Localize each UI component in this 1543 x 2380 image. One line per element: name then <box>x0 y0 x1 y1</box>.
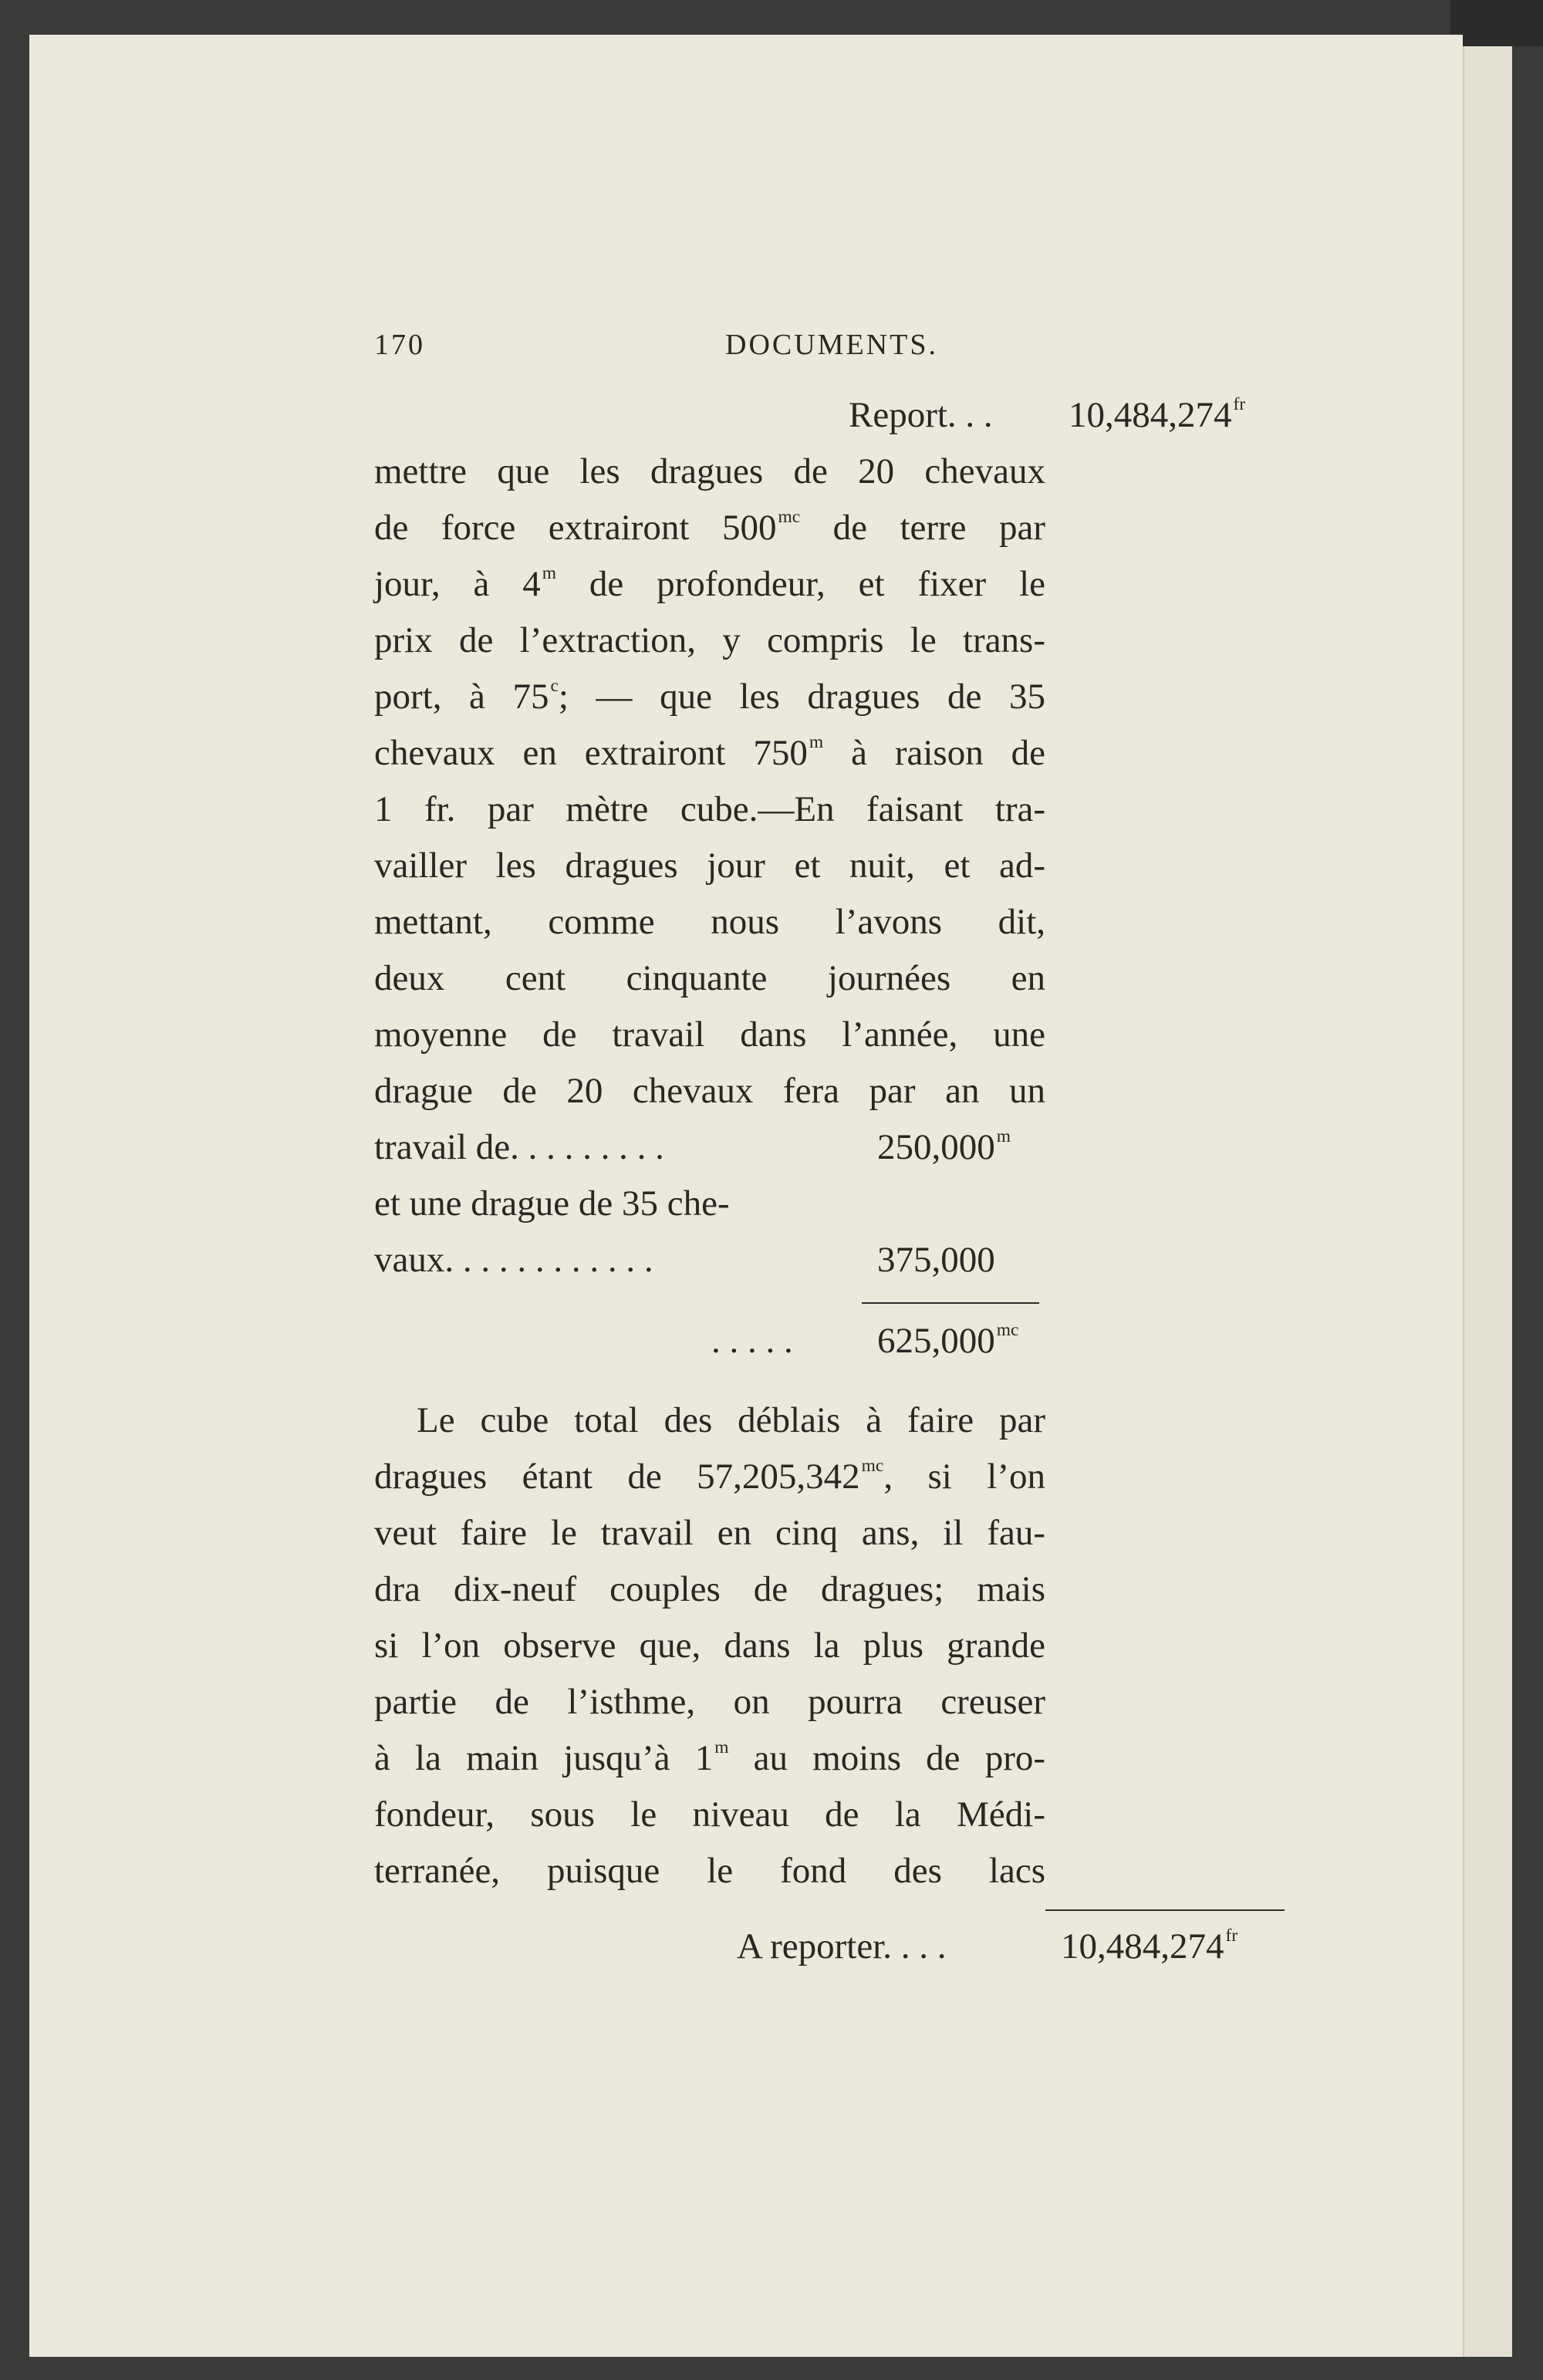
facing-page-edge <box>1463 46 1512 2357</box>
text-line: à la main jusqu’à 1$^m$ au moins de pro- <box>374 1737 1045 1778</box>
text-line: dragues étant de $57,205,342^{mc}$, si l’on <box>374 1455 1045 1497</box>
page-header <box>374 328 1045 366</box>
carry-over-amount: $10,484,274^{fr}$ <box>1061 1925 1238 1966</box>
calc-total-value: $625,000^{mc}$ <box>877 1319 1019 1361</box>
carry-forward-amount: $10,484,274^{fr}$ <box>1069 393 1246 435</box>
text-line: port, à 75$^c$; — que les dragues de 35 <box>374 675 1045 717</box>
text-line: veut faire le travail en cinq ans, il fau- <box>374 1513 1045 1553</box>
text-line: jour, à 4$^m$ de profondeur, et fixer le <box>374 562 1045 604</box>
carry-forward-label: Report. . . <box>849 395 993 435</box>
calc-total-dots: . . . . . <box>711 1321 793 1361</box>
text-line: si l’on observe que, dans la plus grande <box>374 1625 1045 1666</box>
sum-rule <box>862 1302 1039 1304</box>
text-line: vailler les dragues jour et nuit, et ad- <box>374 846 1045 886</box>
carry-over-label: A reporter. . . . <box>737 1926 947 1966</box>
carry-over-rule <box>1045 1909 1285 1911</box>
calc-value-vaux: 375,000 <box>877 1240 995 1280</box>
page-number: 170 <box>374 329 425 361</box>
calc-row-second-drague: et une drague de 35 che- <box>374 1183 730 1224</box>
text-line: prix de l’extraction, y compris le trans- <box>374 620 1045 660</box>
text-line: moyenne de travail dans l’année, une <box>374 1014 1045 1055</box>
text-line: chevaux en extrairont 750$^m$ à raison de <box>374 731 1045 773</box>
text-line: 1 fr. par mètre cube.—En faisant tra- <box>374 789 1045 829</box>
text-line: partie de l’isthme, on pourra creuser <box>374 1682 1045 1722</box>
text-line: mettant, comme nous l’avons dit, <box>374 902 1045 942</box>
calc-row-vaux: vaux. . . . . . . . . . . . <box>374 1240 653 1280</box>
text-line: mettre que les dragues de 20 chevaux <box>374 451 1045 491</box>
text-line: de force extrairont $500^{mc}$ de terre par <box>374 506 1045 548</box>
text-line: drague de 20 chevaux fera par an un <box>374 1071 1045 1111</box>
calc-row-travail: travail de. . . . . . . . . <box>374 1127 664 1167</box>
calc-value-travail: 250,000$^m$ <box>877 1126 1011 1167</box>
text-line: dra dix-neuf couples de dragues; mais <box>374 1569 1045 1609</box>
text-line: Le cube total des déblais à faire par <box>417 1400 1045 1440</box>
text-line: fondeur, sous le niveau de la Médi- <box>374 1794 1045 1835</box>
running-title: DOCUMENTS. <box>725 329 938 361</box>
text-line: deux cent cinquante journées en <box>374 958 1045 998</box>
scan-corner <box>1450 0 1543 46</box>
text-line: terranée, puisque le fond des lacs <box>374 1851 1045 1891</box>
